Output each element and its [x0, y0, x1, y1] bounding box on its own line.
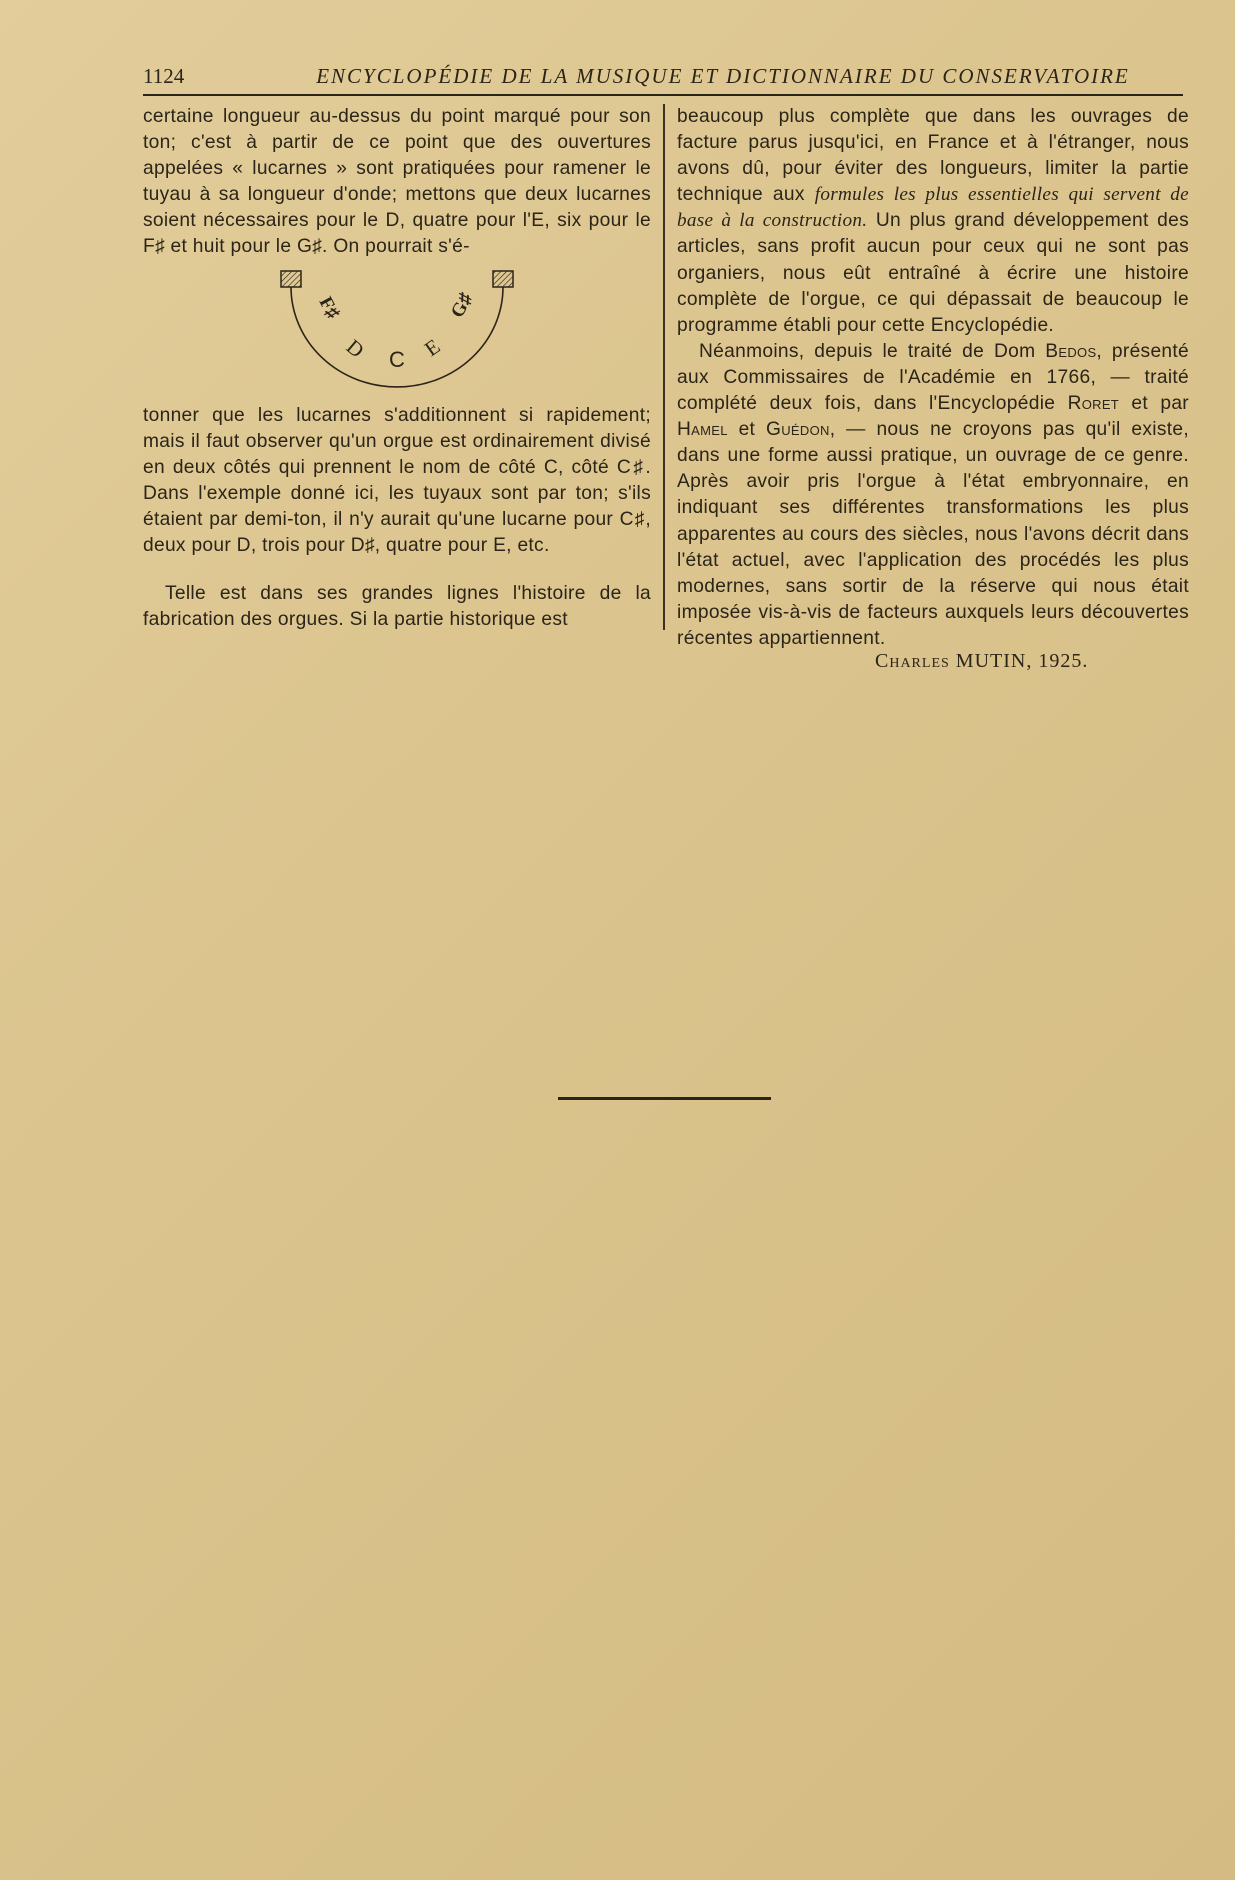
note-label: D [341, 334, 370, 363]
note-label: E [420, 333, 445, 361]
page-number: 1124 [143, 64, 185, 88]
windchest-figure [143, 267, 651, 399]
left-block [281, 271, 301, 287]
italic-text: formules les plus essentielles qui servent de base à la construction. [677, 184, 1189, 232]
text-run: et [727, 419, 767, 441]
note-label: C [389, 346, 406, 372]
paragraph [677, 339, 1189, 652]
author-name: Hamel [677, 419, 728, 441]
running-title: ENCYCLOPÉDIE DE LA MUSIQUE ET DICTIONNAIRE DU CONSERVATOIRE [316, 64, 1130, 88]
note-label: F♯ [314, 293, 344, 323]
paragraph [677, 104, 1189, 339]
paragraph: Telle est dans ses grandes lignes l'histoire de la fabrication des orgues. Si la partie historique est [143, 583, 651, 631]
text-run: beaucoup plus complète que dans les ouvrages de facture parus jusqu'ici, en France et à l'étranger, nous avons dû, pour éviter des longueurs, limiter la partie technique aux [677, 106, 1189, 206]
author-name: Bedos [1045, 340, 1097, 362]
text-run: et par [1119, 393, 1189, 415]
column-divider [663, 104, 665, 630]
text-run: , — nous ne croyons pas qu'il existe, dans une forme aussi pratique, un ouvrage de ce genre. Après avoir pris l'orgue à l'état embryonnaire, en indiquant ses différentes transformations les plus apparentes au cours des siècles, nous l'avons décrit dans l'état actuel, avec l'application des procédés les plus modernes, sans sortir de la réserve qui nous était imposée vis-à-vis de facteurs auxquels leurs découvertes récentes appartiennent. [677, 419, 1189, 649]
page-header [143, 62, 1183, 96]
right-column [677, 104, 1189, 652]
text-run: Un plus grand développement des articles, sans profit aucun pour ceux qui ne sont pas organiers, nous eût entraîné à écrire une histoire complète de l'orgue, ce qui dépassait de beaucoup le programme établi pour cette Encyclopédie. [677, 210, 1189, 336]
author-name: Roret [1067, 393, 1120, 415]
right-block [493, 271, 513, 287]
paragraph: tonner que les lucarnes s'additionnent si rapidement; mais il faut observer qu'un orgue est ordinairement divisé en deux côtés qui prennent le nom de côté C, côté C♯. Dans l'exemple donné ici, les tuyaux sont par ton; s'ils étaient par demi-ton, il n'y aurait qu'une lucarne pour C♯, deux pour D, trois pour D♯, quatre pour E, etc. [143, 404, 651, 557]
author-name: Guédon [766, 419, 830, 441]
left-column [143, 104, 651, 633]
signature: Charles MUTIN, 1925. [875, 650, 1089, 672]
text-run: , présenté aux Commissaires de l'Académie en 1766, — traité complété deux fois, dans l'Encyclopédie [677, 340, 1189, 415]
semicircle-pipe-diagram [273, 267, 523, 397]
text-run: Néanmoins, depuis le traité de Dom [699, 340, 1046, 362]
end-rule [558, 1097, 771, 1100]
paragraph: certaine longueur au-dessus du point marqué pour son ton; c'est à partir de ce point que des ouvertures appelées « lucarnes » sont pratiquées pour ramener le tuyau à sa longueur d'onde; mettons que deux lucarnes soient nécessaires pour le D, quatre pour l'E, six pour le F♯ et huit pour le G♯. On pourrait s'é- [143, 106, 651, 258]
note-label: G♯ [446, 289, 478, 321]
